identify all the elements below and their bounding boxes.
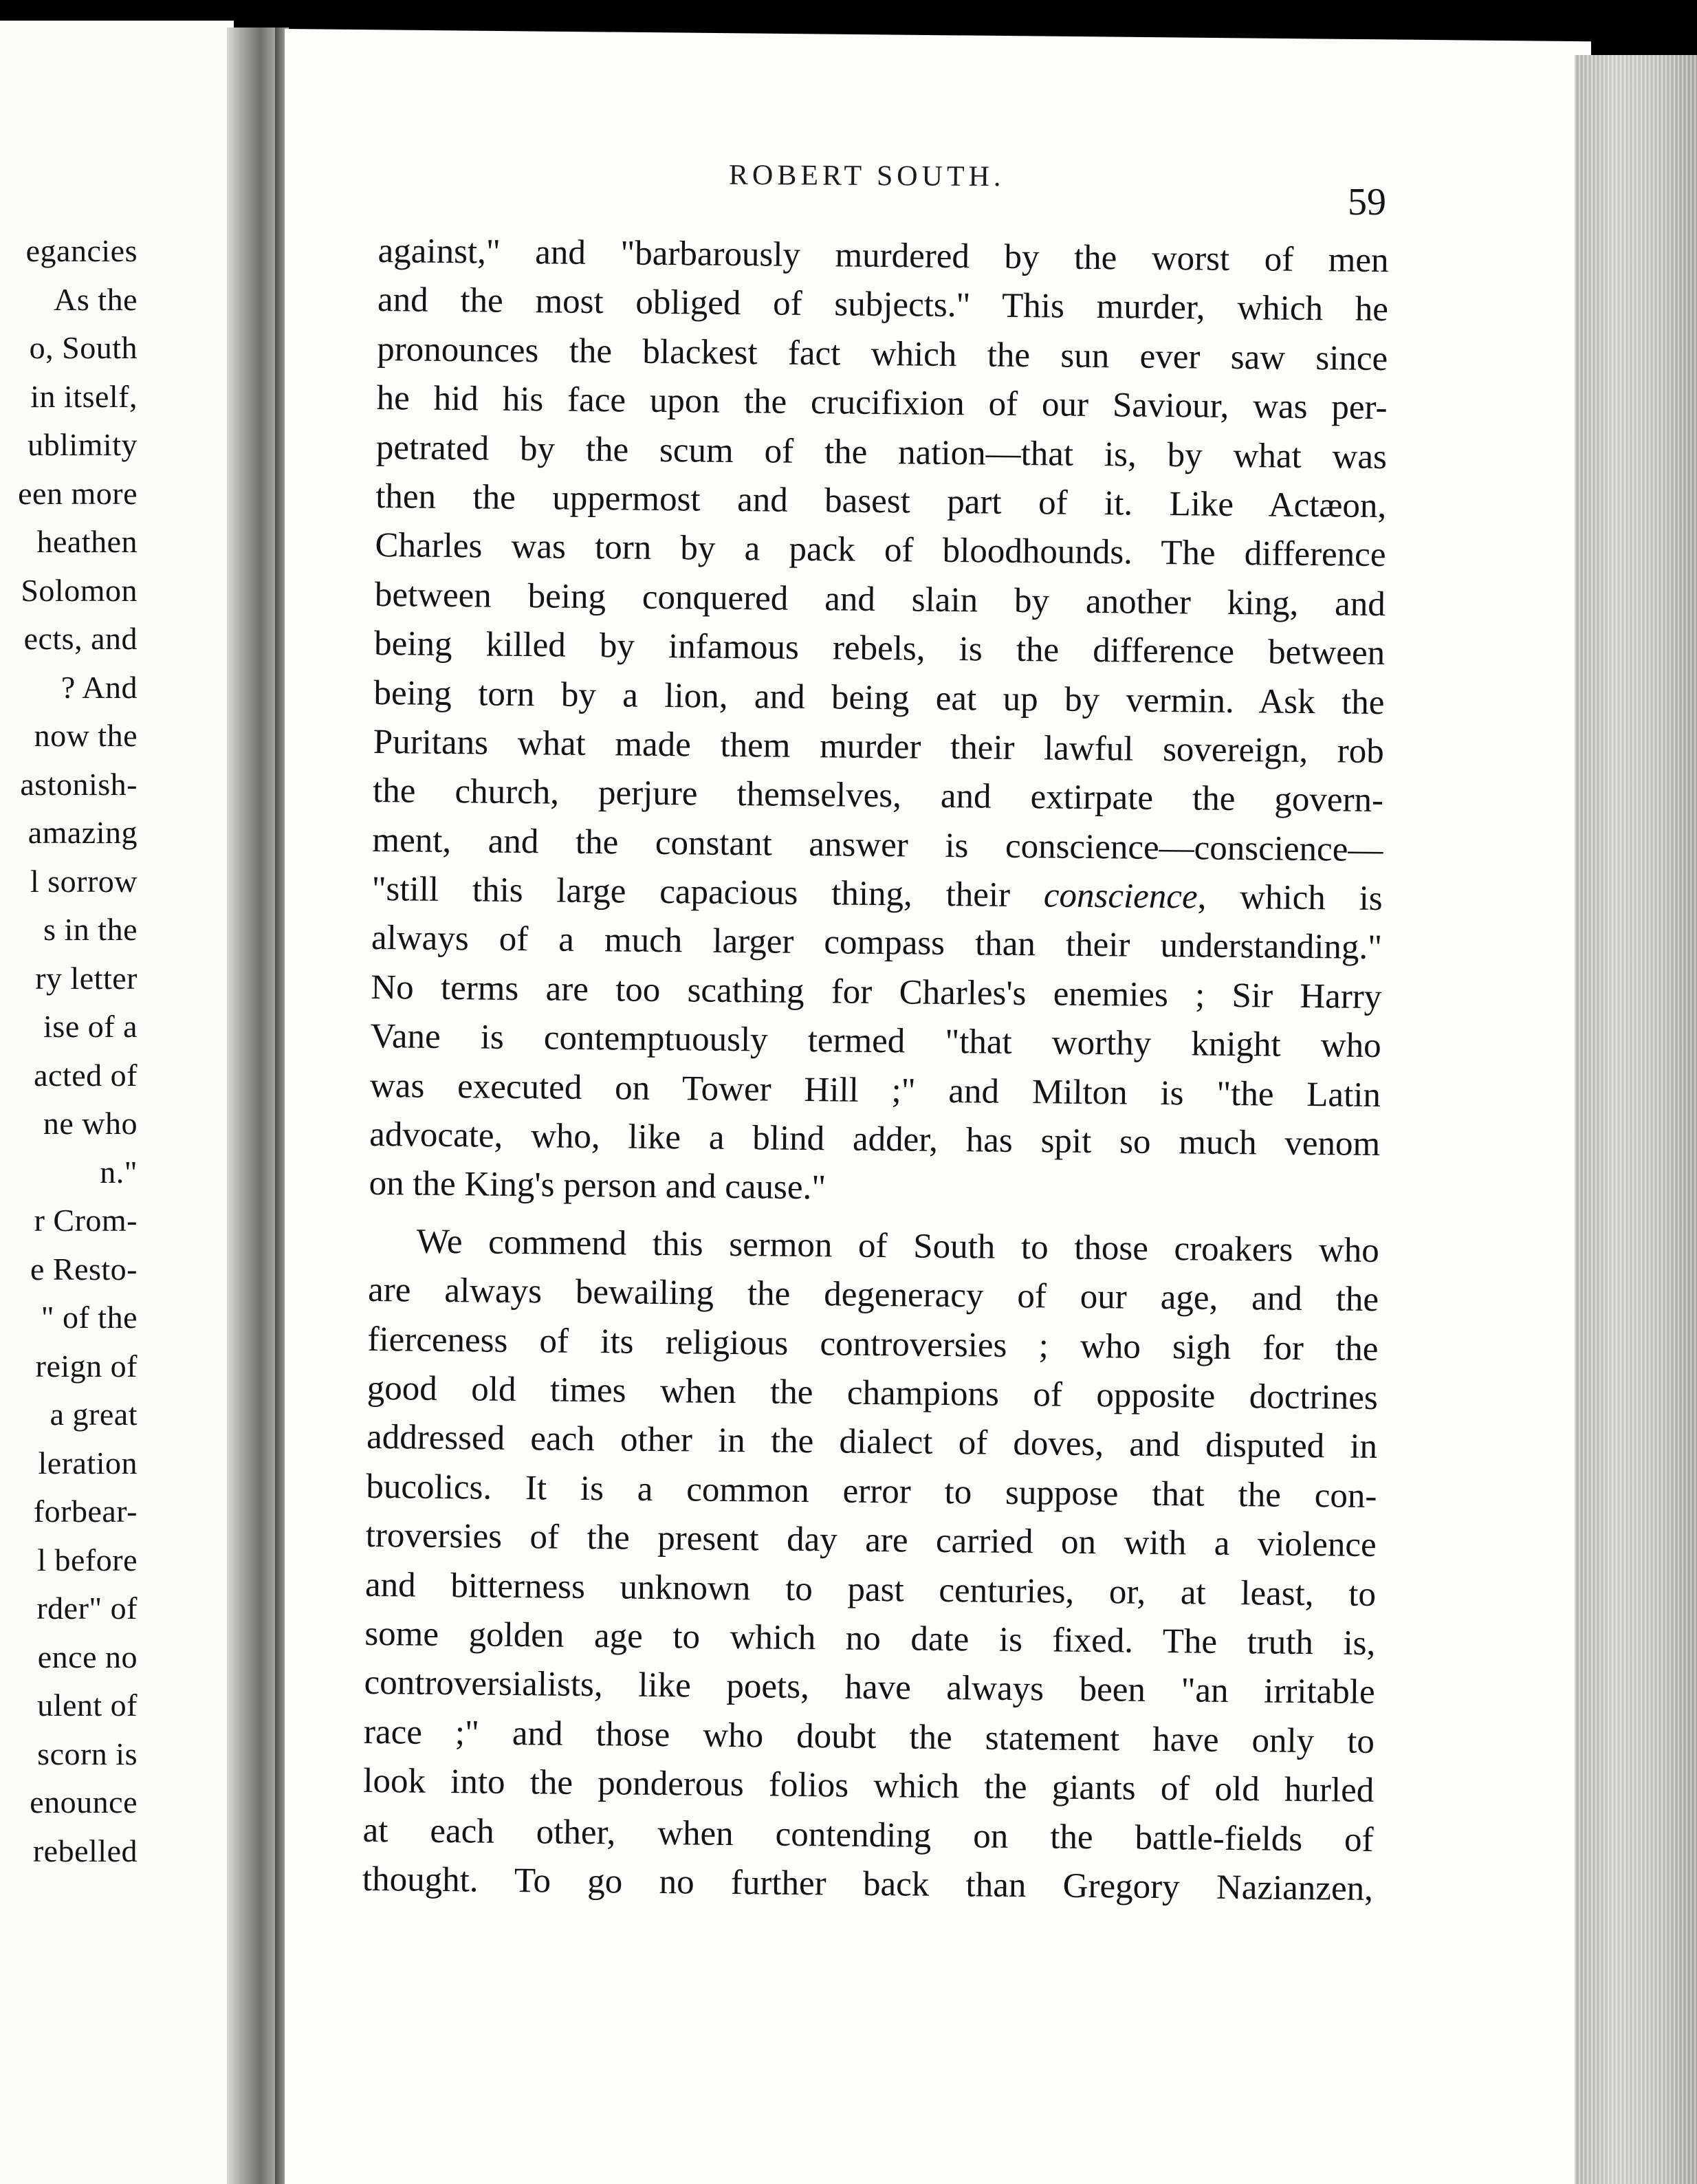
page-number: 59 bbox=[1348, 181, 1386, 223]
left-line: r Crom- bbox=[34, 1203, 138, 1238]
left-line: ence no bbox=[37, 1639, 138, 1674]
text-line: race ;" and those who doubt the statement have only to bbox=[363, 1712, 1375, 1761]
left-line: rebelled bbox=[32, 1833, 138, 1868]
text-span: "still this large capacious thing, their bbox=[371, 870, 1044, 915]
text-line: fierceness of its religious controversies ; who sigh for the bbox=[367, 1320, 1379, 1368]
left-line: ects, and bbox=[23, 621, 138, 656]
text-line: ment, and the constant answer is conscience—conscience— bbox=[372, 820, 1383, 869]
page-fore-edge bbox=[1575, 55, 1697, 2184]
left-line: astonish- bbox=[20, 766, 138, 802]
text-line: Vane is contemptuously termed "that worthy knight who bbox=[370, 1017, 1381, 1066]
text-line: We commend this sermon of South to those croakers who bbox=[416, 1222, 1380, 1270]
left-line: een more bbox=[18, 475, 138, 511]
text-line: Charles was torn by a pack of bloodhounds. The difference bbox=[375, 526, 1386, 575]
left-line: ulent of bbox=[37, 1688, 138, 1723]
left-line: l sorrow bbox=[30, 863, 138, 899]
left-line: in itself, bbox=[30, 378, 138, 414]
text-line: he hid his face upon the crucifixion of our Saviour, was per- bbox=[376, 379, 1388, 428]
text-line: controversialists, like poets, have always been "an irritable bbox=[364, 1663, 1375, 1712]
text-line: pronounces the blackest fact which the sun ever saw since bbox=[377, 329, 1388, 378]
text-line: and the most obliged of subjects." This murder, which he bbox=[377, 281, 1389, 329]
text-line: at each other, when contending on the battle-fields of bbox=[362, 1811, 1374, 1859]
running-title: ROBERT SOUTH. bbox=[728, 159, 1005, 193]
left-line: l before bbox=[37, 1542, 138, 1577]
text-line: advocate, who, like a blind adder, has spit so much venom bbox=[369, 1115, 1381, 1164]
text-line: bucolics. It is a common error to suppose that the con- bbox=[366, 1467, 1377, 1516]
left-line: As the bbox=[54, 281, 138, 317]
text-line: addressed each other in the dialect of doves, and disputed in bbox=[366, 1418, 1378, 1467]
left-line: scorn is bbox=[37, 1736, 138, 1771]
left-line: e Resto- bbox=[30, 1251, 138, 1287]
text-line: are always bewailing the degeneracy of our age, and the bbox=[367, 1271, 1379, 1320]
left-line: now the bbox=[34, 718, 138, 753]
left-line: egancies bbox=[25, 233, 138, 268]
body-text bbox=[362, 227, 1389, 1914]
left-line: ? And bbox=[61, 669, 138, 705]
left-line: ublimity bbox=[28, 427, 138, 462]
text-line: was executed on Tower Hill ;" and Milton is "the Latin bbox=[369, 1066, 1381, 1115]
left-line: enounce bbox=[30, 1784, 138, 1820]
text-line: being killed by infamous rebels, is the difference between bbox=[373, 624, 1386, 673]
text-line: look into the ponderous folios which the giants of old hurled bbox=[363, 1762, 1375, 1811]
left-line: ise of a bbox=[43, 1009, 138, 1044]
left-line: n." bbox=[100, 1154, 138, 1190]
left-line: reign of bbox=[35, 1348, 138, 1384]
left-line: acted of bbox=[34, 1057, 138, 1093]
text-line: some golden age to which no date is fixed. The truth is, bbox=[364, 1614, 1376, 1663]
left-line: ry letter bbox=[35, 960, 138, 996]
left-page-text bbox=[18, 227, 138, 1875]
text-line: then the uppermost and basest part of it. Like Actæon, bbox=[375, 477, 1387, 526]
left-line: Solomon bbox=[21, 572, 138, 608]
left-line: forbear- bbox=[33, 1494, 138, 1529]
text-span: , which is bbox=[1197, 877, 1383, 919]
text-line: Puritans what made them murder their lawful sovereign, rob bbox=[373, 722, 1385, 771]
left-line: " of the bbox=[41, 1300, 138, 1335]
text-line: on the King's person and cause." bbox=[369, 1164, 826, 1208]
left-line: amazing bbox=[28, 815, 138, 850]
text-line: good old times when the champions of opposite doctrines bbox=[366, 1368, 1378, 1418]
text-line: petrated by the scum of the nation—that is, by what was bbox=[375, 428, 1388, 477]
italic-word: conscience bbox=[1043, 876, 1198, 917]
left-line: ne who bbox=[43, 1106, 138, 1141]
left-line: a great bbox=[50, 1397, 138, 1432]
left-line: heathen bbox=[36, 524, 138, 559]
left-line: o, South bbox=[29, 330, 138, 365]
book-gutter bbox=[227, 28, 275, 2184]
text-line: always of a much larger compass than their understanding." bbox=[371, 919, 1383, 968]
left-line: s in the bbox=[43, 912, 138, 947]
text-line: the church, perjure themselves, and extirpate the govern- bbox=[372, 772, 1384, 820]
text-line: troversies of the present day are carried on with a violence bbox=[365, 1516, 1377, 1565]
text-line: being torn by a lion, and being eat up by vermin. Ask the bbox=[373, 673, 1385, 722]
text-line: No terms are too scathing for Charles's enemies ; Sir Harry bbox=[371, 968, 1382, 1016]
left-page-fragment bbox=[0, 21, 234, 2184]
text-line: and bitterness unknown to past centuries, or, at least, to bbox=[364, 1565, 1377, 1614]
text-line: thought. To go no further back than Gregory Nazianzen, bbox=[362, 1859, 1374, 1908]
left-line: leration bbox=[38, 1445, 138, 1481]
text-line: between being conquered and slain by another king, and bbox=[374, 575, 1386, 624]
text-line: against," and "barbarously murdered by the worst of men bbox=[377, 231, 1389, 281]
left-line: rder" of bbox=[36, 1591, 138, 1626]
